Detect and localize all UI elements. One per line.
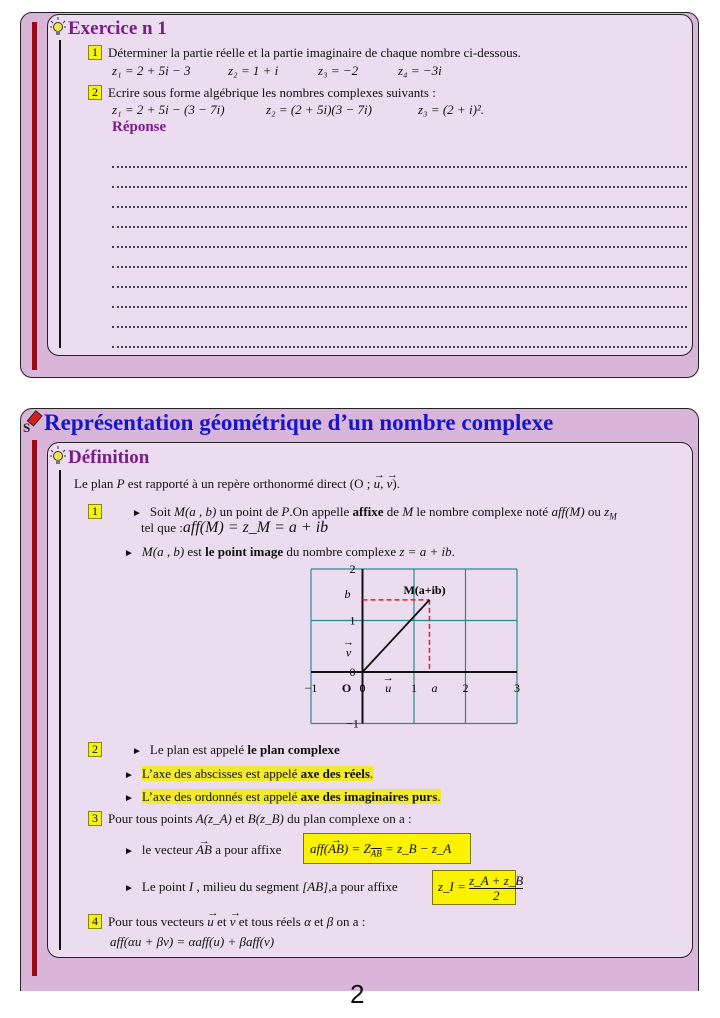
section-title-text: Représentation géométrique d’un nombre complexe	[44, 410, 554, 435]
text: , milieu du segment	[193, 879, 303, 894]
highlighted-text: L’axe des abscisses est appelé	[141, 766, 301, 781]
x-tick-label: 3	[514, 681, 520, 695]
formula: z₄ = −3i	[398, 63, 442, 78]
math: A(z_A)	[195, 811, 232, 826]
formula: z₂ = (2 + 5i)(3 − 7i)	[266, 102, 372, 117]
x-tick-label: −1	[304, 681, 318, 695]
text: le nombre complexe noté	[413, 504, 552, 519]
bold-text: le point image	[205, 544, 284, 559]
linearity-formula: aff(αu + βv) = αaff(u) + βaff(v)	[110, 934, 275, 949]
definition-black-bar	[59, 470, 61, 950]
math: B(z_B)	[247, 811, 284, 826]
highlighted-text: L’axe des ordonnés est appelé	[141, 789, 301, 804]
text: du nombre complexe	[283, 544, 400, 559]
item-2-line-3	[124, 789, 441, 807]
answer-line[interactable]	[112, 346, 687, 348]
answer-line[interactable]	[112, 266, 687, 268]
question-1	[88, 45, 521, 61]
math: aff(	[310, 841, 329, 856]
formula: z₁ = 2 + 5i − 3	[112, 63, 191, 78]
fraction	[469, 874, 523, 903]
vector-affix-formula	[310, 841, 451, 862]
question-number: 2	[88, 85, 102, 100]
text: .On appelle	[289, 504, 353, 519]
question-2	[88, 85, 436, 101]
origin-label: O	[341, 681, 352, 695]
item-number: 1	[88, 504, 102, 519]
intro-text	[74, 476, 400, 492]
text: tel que :	[141, 520, 183, 535]
triangle-bullet-icon: ►	[124, 793, 134, 804]
item-number: 3	[88, 811, 102, 826]
math: M(a , b)	[174, 504, 217, 519]
y-tick-label: 0	[349, 665, 356, 679]
u-label: u	[385, 681, 392, 695]
section-title	[22, 410, 553, 436]
formula: z₃ = (2 + i)².	[418, 102, 485, 117]
answer-label: Réponse	[112, 119, 167, 135]
item-3-line-3	[124, 879, 398, 897]
a-label: a	[431, 681, 438, 695]
v-label: v	[345, 645, 352, 660]
x-tick-label: 0	[359, 681, 366, 695]
bold-text: le plan complexe	[247, 742, 340, 757]
complex-plane-figure	[295, 560, 535, 732]
math: M	[402, 504, 414, 519]
math: [AB]	[302, 879, 329, 894]
text: .	[451, 544, 455, 559]
bold-text: affixe	[352, 504, 384, 519]
vector-v: v →	[387, 476, 393, 492]
triangle-bullet-icon: ►	[132, 508, 142, 519]
pencil-icon	[22, 410, 44, 434]
answer-line[interactable]	[112, 206, 687, 208]
answer-line[interactable]	[112, 226, 687, 228]
text: un point de	[216, 504, 282, 519]
math: z_I =	[438, 879, 466, 894]
y-tick-label: 2	[349, 562, 356, 576]
text: Le plan	[74, 476, 117, 491]
item-2-line-1	[88, 742, 340, 760]
formula: z₁ = 2 + 5i − (3 − 7i)	[112, 102, 225, 117]
text: ou	[584, 504, 605, 519]
exercise-red-bar	[32, 22, 37, 370]
math: z = a + ib	[399, 544, 452, 559]
triangle-bullet-icon: ►	[124, 883, 134, 894]
point-m-label: M(a+ib)	[403, 582, 446, 597]
math: ) = Z	[343, 841, 371, 856]
numerator: z_A + z_B	[469, 872, 524, 888]
y-tick-label: 1	[349, 613, 356, 628]
item-2-line-2	[124, 766, 373, 784]
section-red-bar	[32, 440, 37, 976]
y-tick-label: −1	[346, 716, 359, 731]
answer-line[interactable]	[112, 246, 687, 248]
exercise-title	[50, 17, 167, 40]
item-3-line-2	[124, 842, 281, 860]
text: ).	[392, 476, 400, 491]
text: et tous réels	[235, 914, 305, 929]
u-arrow-icon: →	[382, 672, 394, 684]
triangle-bullet-icon: ►	[124, 770, 134, 781]
svg-text:S: S	[23, 420, 31, 434]
x-tick-label: 1	[411, 681, 417, 695]
text: Pour tous vecteurs	[108, 914, 208, 929]
math: P	[116, 476, 125, 491]
answer-line[interactable]	[112, 166, 687, 168]
text: du plan complexe on a :	[283, 811, 412, 826]
math: M(a , b)	[141, 544, 185, 559]
math: = z_B − z_A	[381, 841, 452, 856]
text: de	[383, 504, 403, 519]
text: Le point	[141, 879, 189, 894]
question-text: Ecrire sous forme algébrique les nombres complexes suivants :	[108, 85, 436, 100]
vector-v: v →	[230, 914, 236, 930]
bold-text: axe des imaginaires purs	[300, 789, 438, 804]
math: β	[326, 914, 334, 929]
item-4-line-1	[88, 914, 365, 930]
vector-u: u →	[374, 476, 381, 492]
math: I	[188, 879, 194, 894]
item-number: 4	[88, 914, 102, 929]
text: a pour affixe	[211, 842, 282, 857]
text: (O ;	[349, 476, 374, 491]
vector-ab: AB →	[328, 841, 344, 857]
math: z	[604, 504, 610, 519]
text: Pour tous points	[108, 811, 196, 826]
text: le vecteur	[141, 842, 197, 857]
lightbulb-icon	[50, 17, 66, 37]
page-number: 2	[350, 979, 365, 1009]
math-subscript: M	[609, 511, 617, 522]
math: aff(M)	[551, 504, 585, 519]
text: .	[437, 789, 441, 804]
answer-line[interactable]	[112, 286, 687, 288]
text: est	[184, 544, 206, 559]
bold-text: axe des réels	[300, 766, 370, 781]
x-tick-label: 2	[462, 681, 469, 695]
math: aff(M) = z_M = a + ib	[182, 519, 329, 536]
text: et	[310, 914, 327, 929]
b-label: b	[344, 586, 351, 601]
text: ,	[380, 476, 387, 491]
midpoint-formula	[438, 872, 523, 903]
definition-title-text: Définition	[68, 447, 150, 468]
exercise-black-bar	[59, 40, 61, 348]
item-3-line-1	[88, 811, 412, 827]
question-text: Déterminer la partie réelle et la partie imaginaire de chaque nombre ci-dessous.	[108, 45, 521, 60]
text: Le plan est appelé	[149, 742, 248, 757]
exercise-title-text: Exercice n 1	[68, 18, 167, 39]
answer-line[interactable]	[112, 306, 687, 308]
triangle-bullet-icon: ►	[124, 846, 134, 857]
math: α	[304, 914, 311, 929]
math-subscript: AB	[370, 848, 382, 859]
text: et	[231, 811, 248, 826]
text: on a :	[333, 914, 366, 929]
answer-line[interactable]	[112, 326, 687, 328]
item-number: 2	[88, 742, 102, 757]
text: est rapporté à un repère orthonormé direct	[124, 476, 350, 491]
text: Soit	[149, 504, 175, 519]
triangle-bullet-icon: ►	[124, 548, 134, 559]
math: P	[281, 504, 290, 519]
formula: z₂ = 1 + i	[228, 63, 279, 78]
text: .	[369, 766, 374, 781]
item-1-line-2	[141, 520, 328, 536]
denominator: 2	[492, 887, 500, 903]
vector-u: u →	[207, 914, 214, 930]
definition-title	[50, 446, 149, 469]
vector-ab: AB →	[196, 842, 212, 858]
question-number: 1	[88, 45, 102, 60]
text: ,a pour affixe	[328, 879, 398, 894]
v-arrow-icon: →	[343, 636, 354, 649]
text: et	[213, 914, 230, 929]
formula: z₃ = −2	[318, 63, 359, 78]
lightbulb-icon	[50, 446, 66, 466]
segment-om	[363, 600, 430, 672]
triangle-bullet-icon: ►	[132, 746, 142, 757]
answer-line[interactable]	[112, 186, 687, 188]
